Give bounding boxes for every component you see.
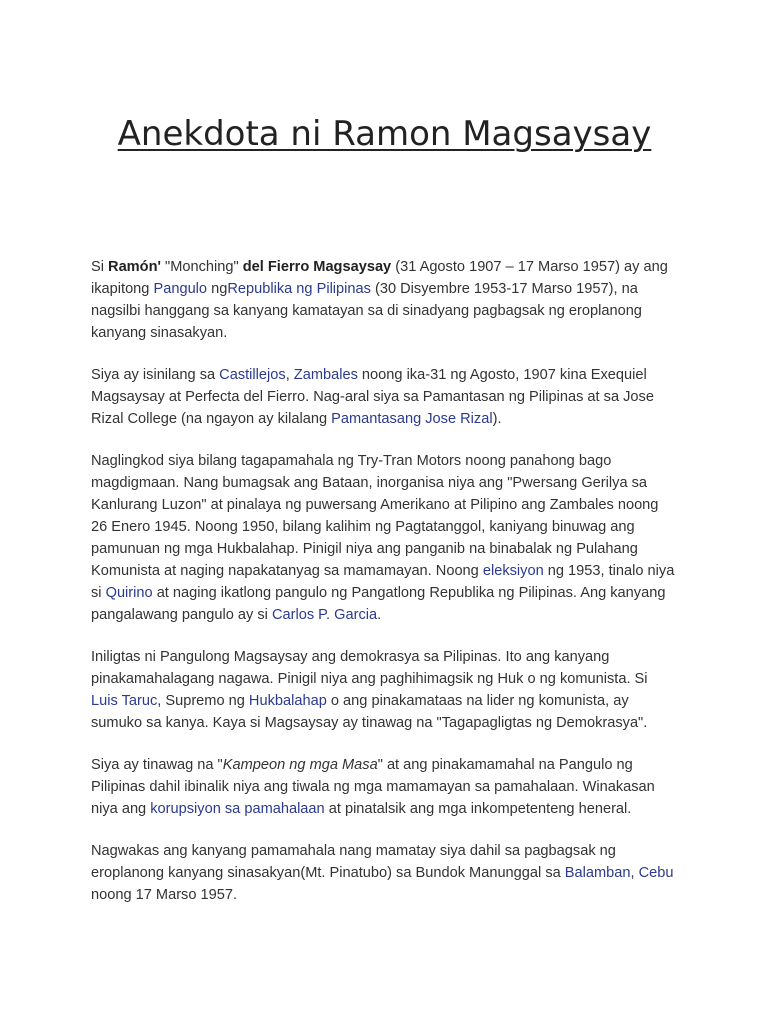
text: "Monching" (165, 259, 243, 275)
link-korupsiyon-sa-pamahalaan[interactable]: korupsiyon sa pamahalaan (150, 801, 325, 817)
text: at pinatalsik ang mga inkompetenteng heneral. (324, 801, 632, 817)
text: " at ang pinakamamahal na Pangulo ng Pilipinas dahil ibinalik niya ang tiwala ng mga mamamayan sa pamahalaan. Winakasan niya ang (91, 757, 655, 817)
article-body (91, 256, 678, 906)
bold-name: Ramón' (108, 259, 166, 275)
text: , Supremo ng (157, 693, 249, 709)
link-eleksiyon[interactable]: eleksiyon (482, 563, 544, 579)
text: at naging ikatlong pangulo ng Pangatlong Republika ng Pilipinas. Ang kanyang pangalawang pangulo ay si (91, 585, 666, 623)
text: (31 Agosto 1907 – 17 Marso 1957) ay ang ikapitong (91, 259, 668, 297)
paragraph-intro (91, 256, 678, 344)
link-zambales[interactable]: Zambales (293, 367, 358, 383)
paragraph-democracy (91, 646, 678, 734)
text: ng (207, 281, 228, 297)
text: , (285, 367, 294, 383)
text: Siya ay tinawag na " (91, 757, 223, 773)
link-pangulo[interactable]: Pangulo (153, 281, 208, 297)
link-cebu[interactable]: Cebu (638, 865, 674, 881)
text: ). (492, 411, 502, 427)
paragraph-death (91, 840, 678, 906)
text: Si (91, 259, 109, 275)
text: Nagwakas ang kanyang pamamahala nang mamatay siya dahil sa pagbagsak ng eroplanong kanyang sinasakyan(Mt. Pinatubo) sa Bundok Manunggal sa (91, 843, 616, 881)
text: ng 1953, tinalo niya si (91, 563, 675, 601)
link-luis-taruc[interactable]: Luis Taruc (91, 693, 158, 709)
link-quirino[interactable]: Quirino (105, 585, 153, 601)
text: Siya ay isinilang sa (91, 367, 220, 383)
paragraph-birth (91, 364, 678, 430)
text: Naglingkod siya bilang tagapamahala ng Try-Tran Motors noong panahong bago magdigmaan. Nang bumagsak ang Bataan, inorganisa niya ang "Pwersang Gerilya sa Kanlurang Luzon" at pinalaya ng puwersang Amerikano at Pilipino ang Zambales noong 26 Enero 1945. Noong 1950, bilang kalihim ng Pagtatanggol, kaniyang binuwag ang pamunuan ng mga Hukbalahap. Pinigil niya ang panganib na binabalak ng Pulahang Komunista at naging napakatanyag sa mamamayan. Noong (91, 453, 659, 579)
link-balamban[interactable]: Balamban (564, 865, 631, 881)
paragraph-career (91, 450, 678, 626)
link-hukbalahap[interactable]: Hukbalahap (248, 693, 327, 709)
text: noong 17 Marso 1957. (91, 887, 238, 903)
page-title: Anekdota ni Ramon Magsaysay (117, 114, 652, 154)
text: . (377, 607, 382, 623)
text: noong ika-31 ng Agosto, 1907 kina Exequiel Magsaysay at Perfecta del Fierro. Nag-aral siya sa Pamantasan ng Pilipinas at sa Jose Rizal College (na ngayon ay kilalang (91, 367, 654, 427)
link-pamantasang-jose-rizal[interactable]: Pamantasang Jose Rizal (331, 411, 493, 427)
link-carlos-p-garcia[interactable]: Carlos P. Garcia (271, 607, 378, 623)
link-castillejos[interactable]: Castillejos (219, 367, 286, 383)
paragraph-champion (91, 754, 678, 820)
text: (30 Disyembre 1953-17 Marso 1957), na nagsilbi hanggang sa kanyang kamatayan sa di sinadyang pagbagsak ng eroplanong kanyang sinasakyan. (91, 281, 642, 341)
link-republika-ng-pilipinas[interactable]: Republika ng Pilipinas (227, 281, 371, 297)
text: Iniligtas ni Pangulong Magsaysay ang demokrasya sa Pilipinas. Ito ang kanyang pinakamahalagang nagawa. Pinigil niya ang paghihimagsik ng Huk o ng komunista. Si (91, 649, 648, 687)
text: o ang pinakamataas na lider ng komunista, ay sumuko sa kanya. Kaya si Magsaysay ay tinawag na "Tagapagligtas ng Demokrasya". (91, 693, 648, 731)
italic-text: Kampeon ng mga Masa (222, 757, 378, 773)
text: , (630, 865, 639, 881)
bold-name: del Fierro Magsaysay (242, 259, 392, 275)
